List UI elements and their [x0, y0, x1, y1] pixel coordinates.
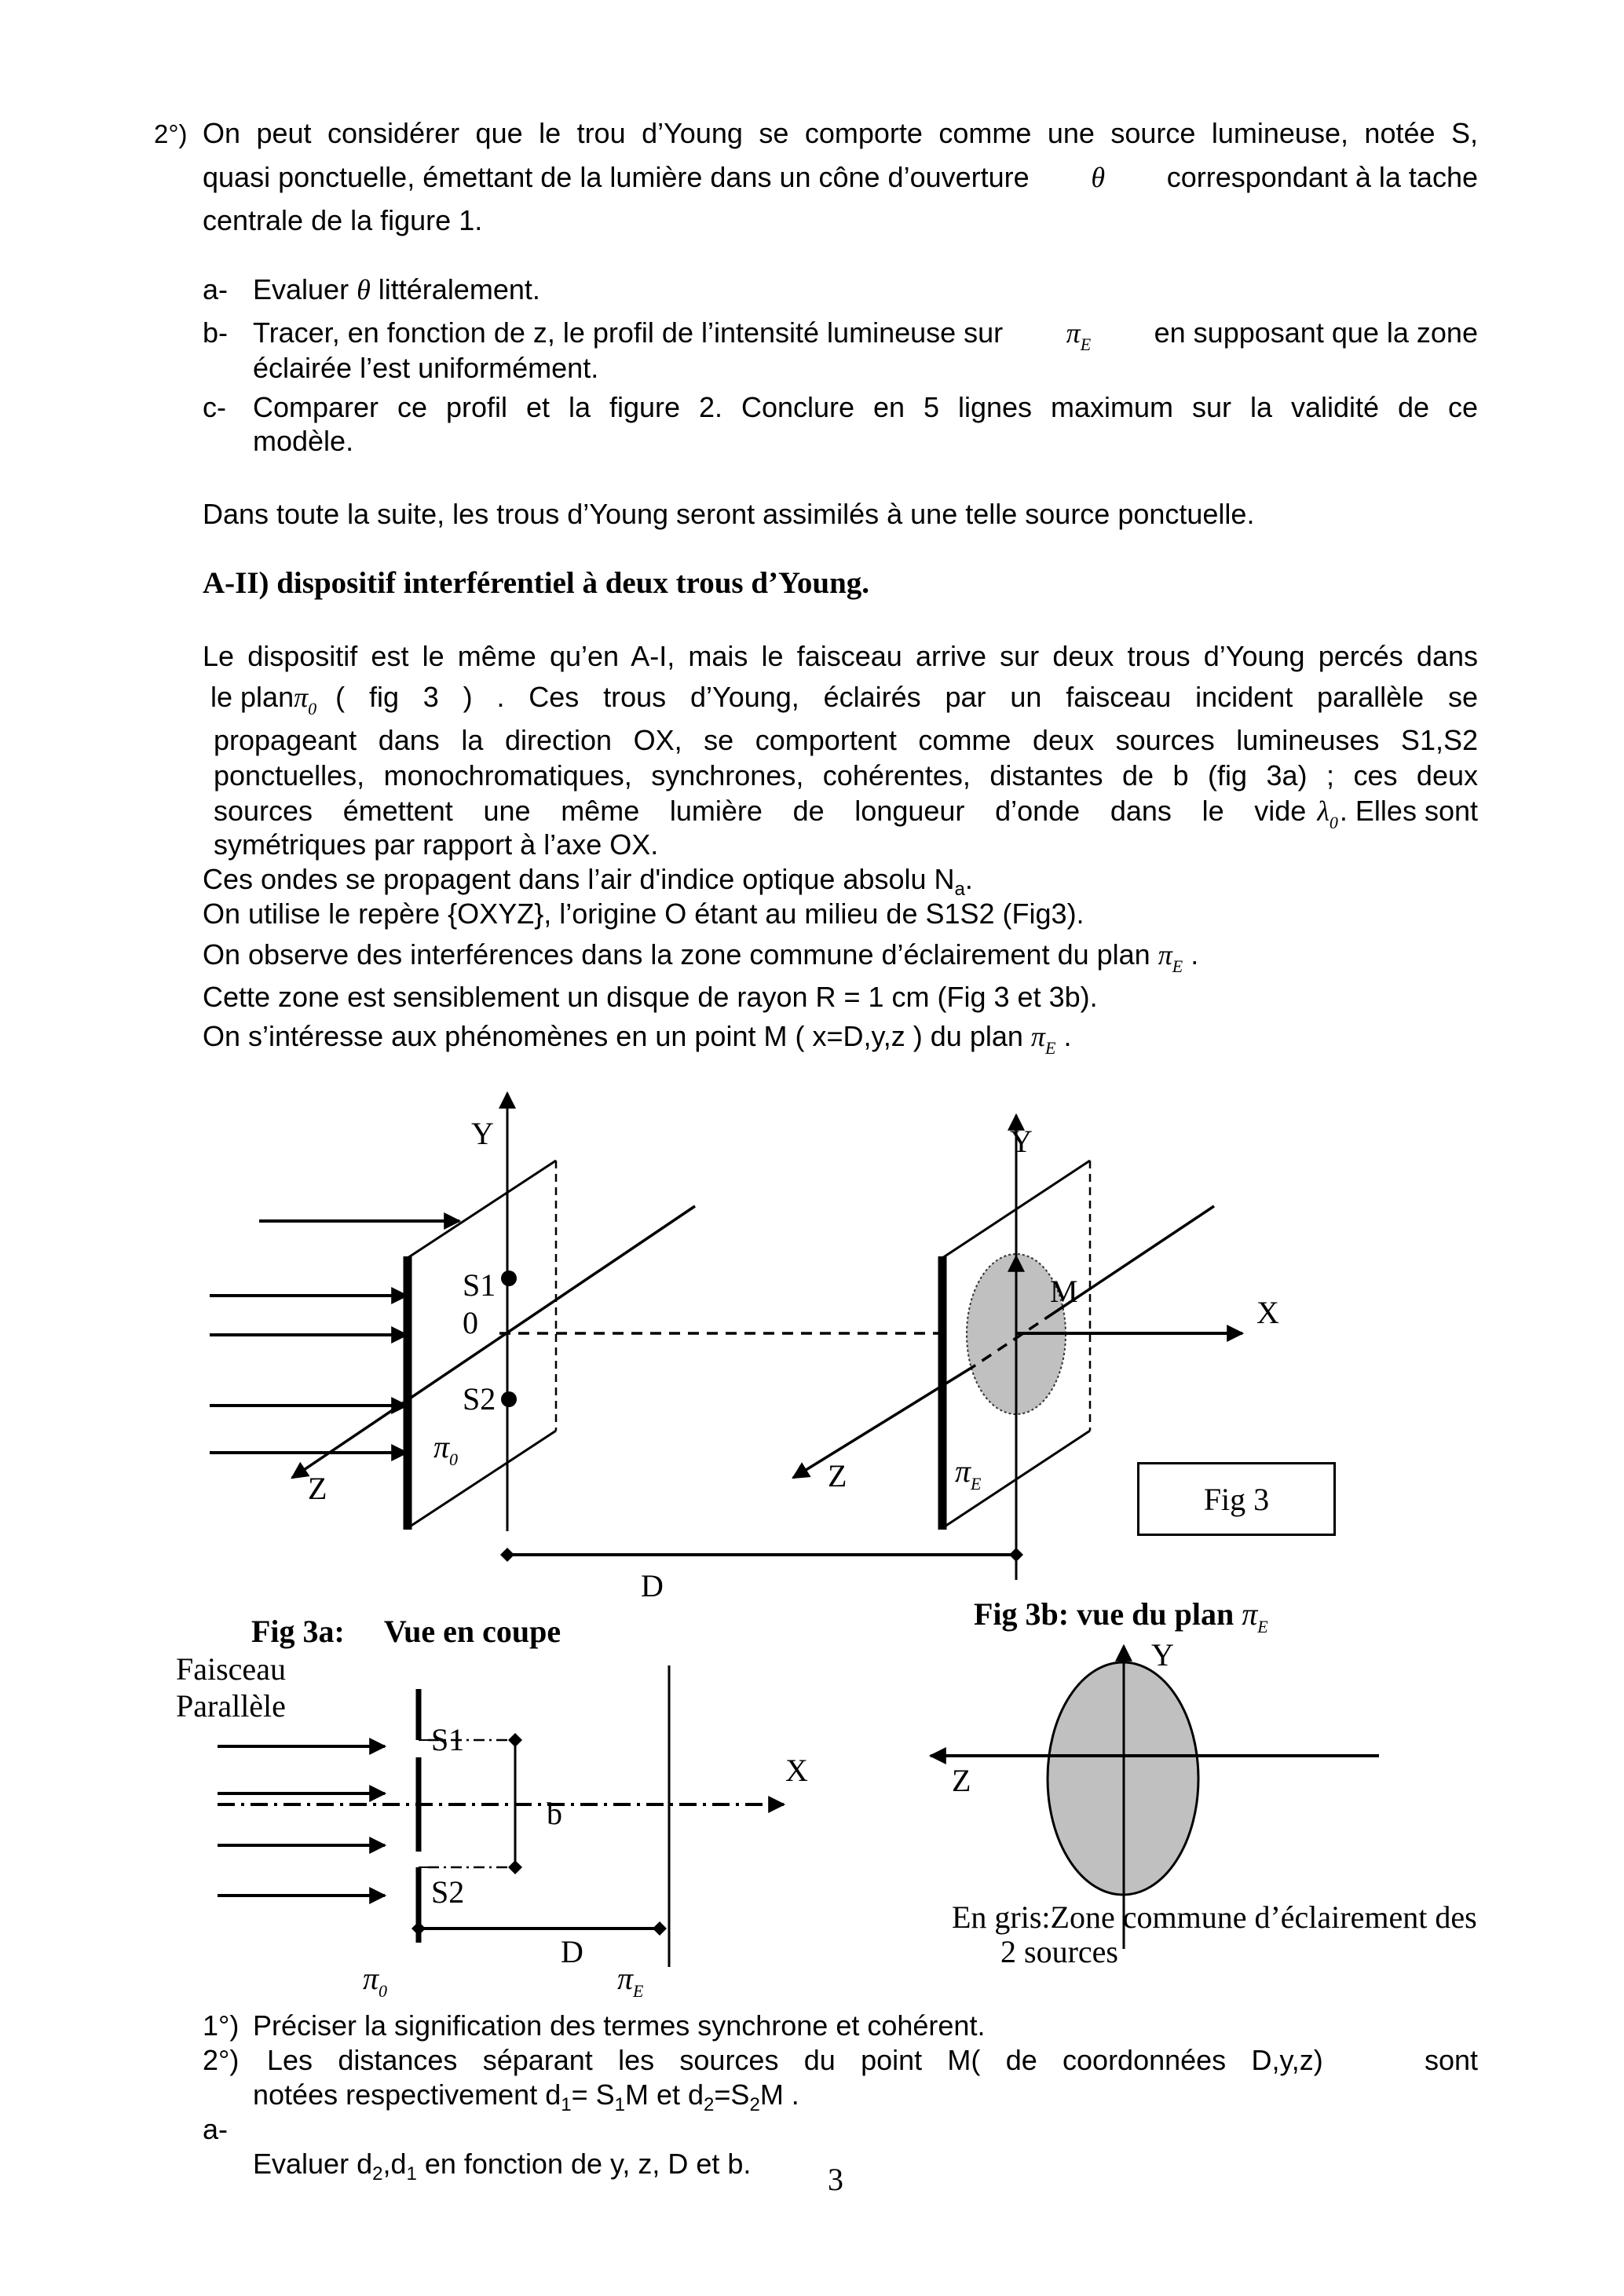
item-a-marker: a- — [203, 273, 229, 305]
fig3a-title-number: Fig 3a: — [251, 1614, 345, 1649]
fig3a-piE-label: $\pi_E$ — [617, 1961, 644, 2001]
para-5-post: . Elles sont — [1339, 795, 1478, 827]
paragraph-line-6: symétriques par rapport à l’axe OX. — [214, 828, 659, 861]
fig3-m-label: M — [1050, 1274, 1078, 1309]
fig3b-title — [974, 1596, 1268, 1636]
paragraph-line-4: ponctuelles, monochromatiques, synchrones, cohérentes, distantes de b (fig 3a) ; ces deux — [214, 759, 1478, 792]
item-b-marker: b- — [203, 316, 229, 349]
point-post: . — [1063, 1020, 1072, 1052]
fig3-s1-label: S1 — [463, 1267, 496, 1303]
pi-e-symbol: $\pi_E$ — [1242, 1596, 1268, 1636]
para-2-pre: le plan — [210, 681, 294, 713]
paragraph-line-1: Le dispositif est le même qu’en A-I, mais le faisceau arrive sur deux trous d’Young percés dans — [203, 640, 1478, 672]
para-5-pre: sources émettent une même lumière de longueur d’onde dans le vide — [214, 795, 1307, 827]
fig3a-d-label: D — [561, 1934, 583, 1969]
fig3-d-label: D — [641, 1568, 664, 1603]
question-2-line-3: centrale de la figure 1. — [203, 204, 483, 236]
fig3b-z-label: Z — [952, 1763, 971, 1798]
interference-pre: On observe des interférences dans la zone commune d’éclairement du plan — [203, 938, 1150, 971]
paragraph-line-3: propageant dans la direction OX, se comportent comme deux sources lumineuses S1,S2 — [214, 724, 1478, 756]
item-c-marker: c- — [203, 391, 226, 423]
question-2b-marker: 2°) — [203, 2044, 240, 2076]
fig3-piE-label: $\pi_E$ — [955, 1453, 982, 1493]
fig3b-caption-line-2: 2 sources — [1000, 1934, 1118, 1969]
fig3a-beam-label-2: Parallèle — [176, 1688, 286, 1724]
fig3a-title-text: Vue en coupe — [383, 1614, 561, 1649]
item-b-pre: Tracer, en fonction de z, le profil de l’intensité lumineuse sur — [253, 316, 1004, 349]
item-2a-text: Evaluer $d_2,d_1$ en fonction de y, z, D et b. — [253, 2148, 752, 2184]
section-title: A-II) dispositif interférentiel à deux trous d’Young. — [203, 566, 870, 600]
fig3b-y-label: Y — [1151, 1637, 1174, 1673]
fig3a-s1-label: S1 — [431, 1722, 465, 1757]
fig3-caption-box — [1137, 1462, 1336, 1536]
question-1-marker: 1°) — [203, 2009, 240, 2042]
lambda-0-symbol: $\lambda_0$ — [1317, 795, 1338, 832]
page-number: 3 — [828, 2162, 843, 2197]
question-2-line-2-post: correspondant à la tache — [1166, 161, 1478, 193]
interference-post: . — [1191, 938, 1199, 971]
item-b-post: en supposant que la zone — [1154, 316, 1478, 349]
medium-sub: a — [954, 879, 965, 900]
fig3a-x-label: X — [785, 1753, 808, 1788]
fig3-x-label: X — [1256, 1295, 1279, 1330]
fig3a-s2-label: S2 — [431, 1874, 465, 1910]
medium-pre: Ces ondes se propagent dans l’air d'indice optique absolu N — [203, 863, 955, 895]
question-2b-line-2: notées respectivement $d_1= S_1M$ et $d_2=S_2M$ . — [253, 2078, 799, 2115]
pi-e-symbol: $\pi_E$ — [1066, 317, 1092, 354]
assumption-note: Dans toute la suite, les trous d’Young seront assimilés à une telle source ponctuelle. — [203, 498, 1255, 530]
item-c-line-1: Comparer ce profil et la figure 2. Conclure en 5 lignes maximum sur la validité de ce — [253, 391, 1478, 423]
fig3-pi0-label: $\pi_0$ — [433, 1429, 459, 1469]
fig3-y-label-right: Y — [1010, 1124, 1033, 1159]
item-a-post: littéralement. — [378, 273, 540, 305]
question-1-text: Préciser la signification des termes synchrone et cohérent. — [253, 2009, 986, 2042]
medium-post: . — [964, 863, 973, 895]
fig3-caption: Fig 3 — [1203, 1481, 1270, 1517]
theta-symbol: θ — [357, 274, 371, 305]
fig3-z-label-right: Z — [828, 1458, 847, 1493]
theta-symbol: θ — [1091, 162, 1106, 193]
fig3a-b-label: b — [547, 1796, 562, 1831]
question-2b-line-1: Les distances séparant les sources du point M( de coordonnées D,y,z) sont — [267, 2044, 1478, 2076]
fig3a-beam-label-1: Faisceau — [176, 1651, 286, 1687]
fig3-z-label-left: Z — [308, 1471, 327, 1506]
question-2-number: 2°) — [154, 119, 188, 148]
item-2a-marker: a- — [203, 2113, 229, 2145]
fig3-origin-label: 0 — [463, 1305, 478, 1340]
frame-line: On utilise le repère {OXYZ}, l’origine O étant au milieu de S1S2 (Fig3). — [203, 898, 1084, 930]
fig3a-cross-section — [218, 1665, 784, 1967]
fig3b-caption-line-1: En gris:Zone commune d’éclairement des — [952, 1899, 1477, 1935]
question-2-line-2-pre: quasi ponctuelle, émettant de la lumière dans un cône d’ouverture — [203, 161, 1030, 193]
zone-line: Cette zone est sensiblement un disque de rayon R = 1 cm (Fig 3 et 3b). — [203, 981, 1098, 1013]
item-c-line-2: modèle. — [253, 425, 354, 457]
pi-e-symbol: $\pi_E$ — [1158, 939, 1183, 976]
fig3a-pi0-label: $\pi_0$ — [363, 1961, 388, 2001]
para-2-post: ( fig 3 ) . Ces trous d’Young, éclairés par un faisceau incident parallèle se — [335, 681, 1478, 713]
question-2-line-1: On peut considérer que le trou d’Young se comporte comme une source lumineuse, notée S, — [203, 117, 1478, 149]
fig3b-title-text: Fig 3b: vue du plan — [974, 1596, 1234, 1632]
fig3-y-label-left: Y — [471, 1116, 494, 1151]
item-b-line-2: éclairée l’est uniformément. — [253, 352, 599, 384]
fig3a-title — [251, 1616, 561, 1647]
pi-e-symbol: $\pi_E$ — [1030, 1021, 1056, 1058]
pi-0-symbol: $\pi_0$ — [294, 682, 317, 718]
point-pre: On s’intéresse aux phénomènes en un point M ( x=D,y,z ) du plan — [203, 1020, 1023, 1052]
item-a-pre: Evaluer — [253, 273, 349, 305]
fig3-s2-label: S2 — [463, 1381, 496, 1417]
